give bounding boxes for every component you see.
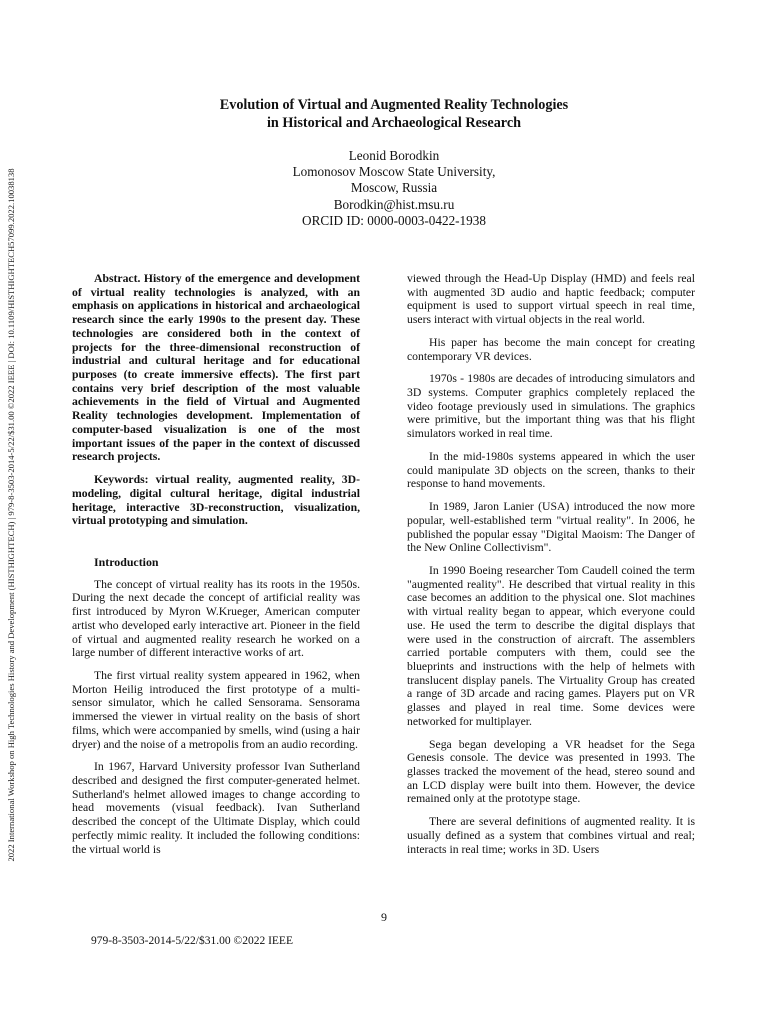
body-paragraph: His paper has become the main concept for creating contemporary VR devices. (407, 335, 695, 363)
author-location: Moscow, Russia (350, 180, 438, 196)
author-email[interactable]: Borodkin@hist.msu.ru (333, 196, 455, 212)
title-line-1: Evolution of Virtual and Augmented Reality Technologies (219, 97, 569, 113)
body-paragraph: In 1990 Boeing researcher Tom Caudell coined the term "augmented reality". He described that virtual reality in this case becomes an addition to the physical one. Slot machines with virtual reality began to appear, which everyone could use. He used the term to describe the digital displays that were used in the construction of aircraft. The assemblers carried portable computers with them, could see the blueprints and instructions with the help of helmets with translucent display panels. The Virtuality Group has created a range of 3D arcade and racing games. Players put on VR glasses and played in real time. Some devices were networked for multiplayer. (407, 563, 695, 728)
body-paragraph: 1970s - 1980s are decades of introducing simulators and 3D systems. Computer graphics completely replaced the video footage previously used in simulations. The graphics were primitive, but the important thing was that his flight simulators worked in real time. (407, 372, 695, 441)
section-heading-introduction: Introduction (94, 554, 159, 569)
copyright-footer: 979-8-3503-2014-5/22/$31.00 ©2022 IEEE (91, 935, 293, 947)
body-paragraph: There are several definitions of augmented reality. It is usually defined as a system that combines virtual and real; interacts in real time; works in 3D. Users (407, 815, 695, 856)
author-name: Leonid Borodkin (348, 148, 440, 163)
right-column (407, 272, 695, 865)
author-affiliation: Lomonosov Moscow State University, (292, 164, 496, 180)
body-paragraph: The concept of virtual reality has its roots in the 1950s. During the next decade the concept of artificial reality was first introduced by Myron W.Krueger, American computer artist who developed early interactive art. Pioneer in the field of virtual and augmented reality research he worked on a large number of different interactive works of art. (72, 577, 360, 660)
body-paragraph: The first virtual reality system appeared in 1962, when Morton Heilig introduced the first prototype of a multi-sensor simulator, which he called Sensorama. Sensorama immersed the viewer in virtual reality on the basis of short films, which were accompanied by smells, wind (using a hair dryer) and the noise of a metropolis from an audio recording. (72, 668, 360, 751)
side-note-text: 2022 International Workshop on High Technologies History and Development (HISTHIGHTECH) | 979-8-3503-2014-5/22/$31.00 ©2022 IEEE | DOI: 10.1109/HISTHIGHTECH57099.2022.10038138 (6, 168, 16, 862)
body-paragraph: In the mid-1980s systems appeared in which the user could manipulate 3D objects on the screen, thanks to their response to hand movements. (407, 449, 695, 491)
left-column (72, 272, 360, 865)
body-paragraph: In 1967, Harvard University professor Ivan Sutherland described and designed the first computer-generated helmet. Sutherland's helmet allowed images to change according to head movements (visual feedback). Ivan Sutherland described the concept of the Ultimate Display, which could perfectly mimic reality. It included the following conditions: the virtual world is (72, 760, 360, 856)
keywords: Keywords: virtual reality, augmented reality, 3D-modeling, digital cultural heritage, digital industrial heritage, interactive 3D-reconstruction, visualization, virtual prototyping and simulation. (72, 473, 360, 528)
body-paragraph: Sega began developing a VR headset for the Sega Genesis console. The device was presented in 1993. The glasses tracked the movement of the head, stereo sound and an LCD display were built into them. However, the device remained only at the prototype stage. (407, 737, 695, 806)
page-number: 9 (381, 910, 387, 924)
author-block (100, 148, 688, 229)
title-line-2: in Historical and Archaeological Research (266, 115, 522, 131)
continued-paragraph: viewed through the Head-Up Display (HMD) and feels real with augmented 3D audio and haptic feedback; computer equipment is used to support virtual speech in real time, users interact with virtual objects in the real world. (407, 272, 695, 327)
paper-title (100, 96, 688, 132)
abstract: Abstract. History of the emergence and development of virtual reality technologies is analyzed, with an emphasis on applications in historical and archaeological research since the early 1990s to the present day. These technologies are considered both in the context of projects for the three-dimensional reconstruction of industrial and cultural heritage and for educational purposes (to create immersive effects). The first part contains very brief description of the most valuable achievements in the field of Virtual and Augmented Reality technologies development. Implementation of computer-based visualization is one of the most important issues of the paper in the context of discussed research projects. (72, 272, 360, 464)
author-orcid: ORCID ID: 0000-0003-0422-1938 (302, 212, 486, 228)
side-note (4, 120, 18, 910)
body-paragraph: In 1989, Jaron Lanier (USA) introduced the now more popular, well-established term "virtual reality". In 2006, he published the popular essay "Digital Maoism: The Danger of the New Online Collectivism". (407, 500, 695, 555)
